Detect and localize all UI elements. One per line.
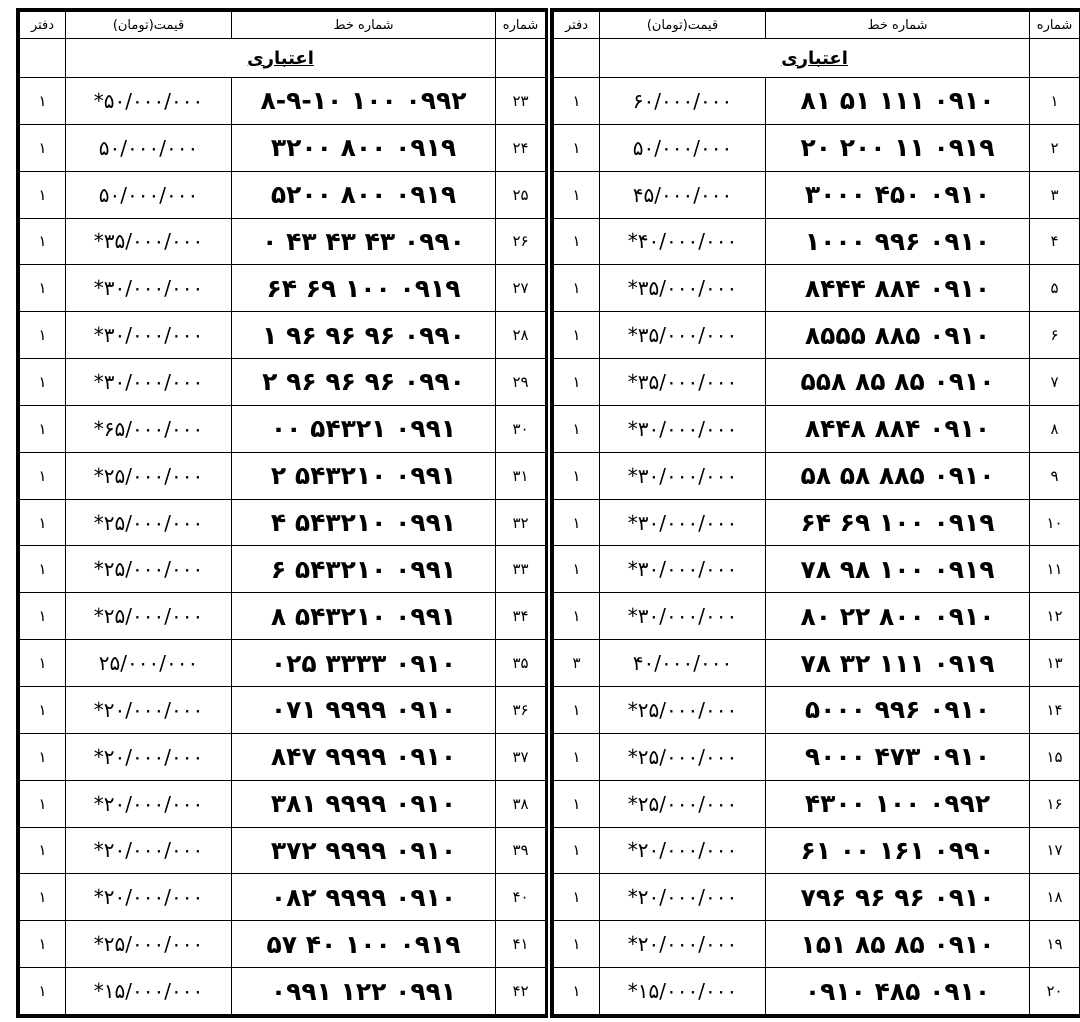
row-price: ۶۵/۰۰۰/۰۰۰* <box>66 405 232 452</box>
row-index: ۳ <box>1030 171 1080 218</box>
section-blank-cell <box>1030 39 1080 78</box>
row-index: ۱۸ <box>1030 874 1080 921</box>
header-index: شماره <box>496 12 546 39</box>
header-price: قیمت(تومان) <box>66 12 232 39</box>
row-index: ۱۱ <box>1030 546 1080 593</box>
row-price: ۳۰/۰۰۰/۰۰۰* <box>66 312 232 359</box>
left-price-table <box>19 11 546 1015</box>
phone-line-number: ۰۹۱۰ ۸۰۰ ۲۲ ۸۰ <box>766 593 1030 640</box>
row-book: ۱ <box>20 78 66 125</box>
phone-line-number: ۰۹۱۰ ۱۱۱ ۵۱ ۸۱ <box>766 78 1030 125</box>
row-index: ۲۵ <box>496 171 546 218</box>
row-index: ۳۵ <box>496 640 546 687</box>
row-price: ۳۰/۰۰۰/۰۰۰* <box>600 452 766 499</box>
row-price: ۲۰/۰۰۰/۰۰۰* <box>600 874 766 921</box>
header-index: شماره <box>1030 12 1080 39</box>
row-book: ۱ <box>554 171 600 218</box>
row-index: ۳۸ <box>496 780 546 827</box>
row-index: ۳۲ <box>496 499 546 546</box>
table-row <box>554 218 1080 265</box>
row-index: ۵ <box>1030 265 1080 312</box>
row-index: ۷ <box>1030 359 1080 406</box>
row-index: ۱۲ <box>1030 593 1080 640</box>
phone-line-number: ۰۹۱۰ ۹۹۹۹ ۰۸۲ <box>232 874 496 921</box>
left-panel <box>16 8 548 1018</box>
row-index: ۴۱ <box>496 921 546 968</box>
row-index: ۴۰ <box>496 874 546 921</box>
row-price: ۳۵/۰۰۰/۰۰۰* <box>66 218 232 265</box>
row-price: ۵۰/۰۰۰/۰۰۰ <box>600 124 766 171</box>
row-price: ۳۵/۰۰۰/۰۰۰* <box>600 312 766 359</box>
row-price: ۶۰/۰۰۰/۰۰۰ <box>600 78 766 125</box>
row-index: ۳۹ <box>496 827 546 874</box>
header-row <box>20 12 546 39</box>
row-index: ۴۲ <box>496 968 546 1015</box>
row-book: ۱ <box>20 546 66 593</box>
row-book: ۱ <box>554 733 600 780</box>
phone-line-number: ۰۹۹۱ ۵۴۳۲۱۰ ۶ <box>232 546 496 593</box>
row-index: ۳۶ <box>496 686 546 733</box>
row-book: ۱ <box>554 874 600 921</box>
phone-line-number: ۰۹۹۰ ۱۶۱ ۰۰ ۶۱ <box>766 827 1030 874</box>
phone-line-number: ۰۹۱۰ ۴۷۳ ۹۰۰۰ <box>766 733 1030 780</box>
table-row <box>554 874 1080 921</box>
row-index: ۴ <box>1030 218 1080 265</box>
section-row <box>554 39 1080 78</box>
row-book: ۱ <box>20 827 66 874</box>
row-index: ۱ <box>1030 78 1080 125</box>
row-price: ۴۰/۰۰۰/۰۰۰ <box>600 640 766 687</box>
phone-line-number: ۰۹۹۰ ۹۶ ۹۶ ۹۶ ۱ <box>232 312 496 359</box>
row-price: ۳۵/۰۰۰/۰۰۰* <box>600 359 766 406</box>
row-book: ۱ <box>20 686 66 733</box>
row-book: ۱ <box>554 265 600 312</box>
table-row <box>20 874 546 921</box>
row-index: ۱۴ <box>1030 686 1080 733</box>
row-price: ۲۵/۰۰۰/۰۰۰* <box>600 686 766 733</box>
row-book: ۱ <box>554 780 600 827</box>
table-row <box>554 546 1080 593</box>
phone-line-number: ۰۹۱۹ ۱۰۰ ۹۸ ۷۸ <box>766 546 1030 593</box>
right-table-body <box>554 78 1080 1015</box>
table-row <box>20 265 546 312</box>
table-row <box>20 921 546 968</box>
row-book: ۱ <box>554 499 600 546</box>
row-index: ۱۵ <box>1030 733 1080 780</box>
row-book: ۳ <box>554 640 600 687</box>
row-index: ۳۴ <box>496 593 546 640</box>
row-price: ۲۵/۰۰۰/۰۰۰* <box>600 733 766 780</box>
row-price: ۲۵/۰۰۰/۰۰۰* <box>66 546 232 593</box>
section-title: اعتباری <box>66 39 496 78</box>
phone-line-number: ۰۹۹۰ ۴۳ ۴۳ ۴۳ ۰ <box>232 218 496 265</box>
header-row <box>554 12 1080 39</box>
table-row <box>554 78 1080 125</box>
table-row <box>554 171 1080 218</box>
row-index: ۱۳ <box>1030 640 1080 687</box>
table-row <box>20 733 546 780</box>
row-index: ۲۸ <box>496 312 546 359</box>
phone-line-number: ۰۹۱۹ ۸۰۰ ۳۲۰۰ <box>232 124 496 171</box>
row-book: ۱ <box>20 733 66 780</box>
phone-line-number: ۰۹۹۱ ۵۴۳۲۱۰ ۲ <box>232 452 496 499</box>
table-row <box>554 640 1080 687</box>
table-row <box>554 452 1080 499</box>
row-index: ۱۷ <box>1030 827 1080 874</box>
row-price: ۱۵/۰۰۰/۰۰۰* <box>66 968 232 1015</box>
phone-line-number: ۰۹۱۰ ۹۹۹۹ ۳۸۱ <box>232 780 496 827</box>
row-index: ۶ <box>1030 312 1080 359</box>
row-book: ۱ <box>20 452 66 499</box>
table-row <box>554 499 1080 546</box>
phone-line-number: ۰۹۱۰ ۴۵۰ ۳۰۰۰ <box>766 171 1030 218</box>
table-row <box>554 921 1080 968</box>
header-book: دفتر <box>554 12 600 39</box>
row-index: ۳۰ <box>496 405 546 452</box>
row-book: ۱ <box>20 312 66 359</box>
row-book: ۱ <box>20 499 66 546</box>
row-price: ۴۵/۰۰۰/۰۰۰ <box>600 171 766 218</box>
row-index: ۱۹ <box>1030 921 1080 968</box>
row-book: ۱ <box>20 171 66 218</box>
row-price: ۵۰/۰۰۰/۰۰۰* <box>66 78 232 125</box>
row-price: ۳۰/۰۰۰/۰۰۰* <box>600 546 766 593</box>
row-price: ۲۰/۰۰۰/۰۰۰* <box>66 780 232 827</box>
header-line: شماره خط <box>766 12 1030 39</box>
phone-line-number: ۰۹۹۱ ۱۲۲ ۰۹۹۱ <box>232 968 496 1015</box>
right-panel <box>550 8 1080 1018</box>
table-row <box>20 640 546 687</box>
phone-line-number: ۰۹۱۰ ۴۸۵ ۰۹۱۰ <box>766 968 1030 1015</box>
row-price: ۵۰/۰۰۰/۰۰۰ <box>66 171 232 218</box>
row-book: ۱ <box>554 312 600 359</box>
row-book: ۱ <box>20 218 66 265</box>
table-row <box>20 968 546 1015</box>
row-price: ۲۰/۰۰۰/۰۰۰* <box>66 827 232 874</box>
row-price: ۲۰/۰۰۰/۰۰۰* <box>600 921 766 968</box>
row-index: ۲ <box>1030 124 1080 171</box>
phone-line-number: ۰۹۱۰ ۸۵ ۸۵ ۱۵۱ <box>766 921 1030 968</box>
table-row <box>20 686 546 733</box>
phone-line-number: ۰۹۹۰ ۹۶ ۹۶ ۹۶ ۲ <box>232 359 496 406</box>
row-index: ۲۳ <box>496 78 546 125</box>
row-index: ۲۶ <box>496 218 546 265</box>
row-price: ۳۰/۰۰۰/۰۰۰* <box>600 405 766 452</box>
section-blank-cell <box>496 39 546 78</box>
row-price: ۴۰/۰۰۰/۰۰۰* <box>600 218 766 265</box>
phone-line-number: ۰۹۱۰ ۹۹۹۹ ۸۴۷ <box>232 733 496 780</box>
section-blank-cell <box>20 39 66 78</box>
row-book: ۱ <box>20 968 66 1015</box>
table-row <box>554 827 1080 874</box>
table-row <box>20 218 546 265</box>
row-book: ۱ <box>20 640 66 687</box>
row-book: ۱ <box>554 218 600 265</box>
header-price: قیمت(تومان) <box>600 12 766 39</box>
row-price: ۲۵/۰۰۰/۰۰۰* <box>66 452 232 499</box>
phone-line-number: ۰۹۱۰ ۸۸۴ ۸۴۴۸ <box>766 405 1030 452</box>
phone-line-number: ۰۹۱۰ ۸۸۵ ۵۸ ۵۸ <box>766 452 1030 499</box>
row-index: ۲۰ <box>1030 968 1080 1015</box>
table-row <box>554 733 1080 780</box>
row-book: ۱ <box>20 780 66 827</box>
row-book: ۱ <box>554 968 600 1015</box>
row-book: ۱ <box>20 359 66 406</box>
table-row <box>554 312 1080 359</box>
phone-line-number: ۰۹۹۱ ۵۴۳۲۱ ۰۰ <box>232 405 496 452</box>
row-price: ۲۰/۰۰۰/۰۰۰* <box>600 827 766 874</box>
phone-line-number: ۰۹۱۹ ۱۰۰ ۶۹ ۶۴ <box>232 265 496 312</box>
row-price: ۲۵/۰۰۰/۰۰۰* <box>600 780 766 827</box>
row-book: ۱ <box>20 124 66 171</box>
row-index: ۱۶ <box>1030 780 1080 827</box>
row-price: ۵۰/۰۰۰/۰۰۰ <box>66 124 232 171</box>
row-book: ۱ <box>554 921 600 968</box>
row-index: ۲۹ <box>496 359 546 406</box>
row-price: ۲۰/۰۰۰/۰۰۰* <box>66 733 232 780</box>
phone-line-number: ۰۹۱۰ ۸۵ ۸۵ ۵۵۸ <box>766 359 1030 406</box>
table-row <box>554 405 1080 452</box>
row-book: ۱ <box>20 874 66 921</box>
table-row <box>20 780 546 827</box>
row-index: ۳۳ <box>496 546 546 593</box>
row-book: ۱ <box>554 78 600 125</box>
row-price: ۳۰/۰۰۰/۰۰۰* <box>66 359 232 406</box>
row-index: ۳۱ <box>496 452 546 499</box>
phone-line-number: ۰۹۱۹ ۸۰۰ ۵۲۰۰ <box>232 171 496 218</box>
row-book: ۱ <box>554 686 600 733</box>
row-index: ۳۷ <box>496 733 546 780</box>
table-row <box>20 593 546 640</box>
section-title: اعتباری <box>600 39 1030 78</box>
table-row <box>20 499 546 546</box>
table-row <box>20 124 546 171</box>
table-row <box>20 78 546 125</box>
row-price: ۳۰/۰۰۰/۰۰۰* <box>600 593 766 640</box>
phone-line-number: ۰۹۱۹ ۱۱۱ ۳۲ ۷۸ <box>766 640 1030 687</box>
table-row <box>20 312 546 359</box>
table-row <box>554 265 1080 312</box>
table-row <box>554 593 1080 640</box>
row-price: ۳۰/۰۰۰/۰۰۰* <box>66 265 232 312</box>
table-row <box>554 968 1080 1015</box>
phone-line-number: ۰۹۹۲ ۱۰۰ ۴۳۰۰ <box>766 780 1030 827</box>
row-book: ۱ <box>20 405 66 452</box>
header-book: دفتر <box>20 12 66 39</box>
phone-line-number: ۰۹۱۹ ۱۰۰ ۴۰ ۵۷ <box>232 921 496 968</box>
row-price: ۲۵/۰۰۰/۰۰۰* <box>66 921 232 968</box>
phone-line-number: ۰۹۱۰ ۹۶ ۹۶ ۷۹۶ <box>766 874 1030 921</box>
row-index: ۱۰ <box>1030 499 1080 546</box>
phone-line-number: ۰۹۱۰ ۳۳۳۳ ۰۲۵ <box>232 640 496 687</box>
row-book: ۱ <box>554 827 600 874</box>
row-book: ۱ <box>554 359 600 406</box>
phone-line-number: ۰۹۹۱ ۵۴۳۲۱۰ ۸ <box>232 593 496 640</box>
table-row <box>554 686 1080 733</box>
row-book: ۱ <box>20 593 66 640</box>
phone-line-number: ۰۹۱۰ ۸۸۵ ۸۵۵۵ <box>766 312 1030 359</box>
row-index: ۲۷ <box>496 265 546 312</box>
table-row <box>20 405 546 452</box>
row-index: ۸ <box>1030 405 1080 452</box>
table-row <box>554 780 1080 827</box>
table-row <box>554 124 1080 171</box>
header-line: شماره خط <box>232 12 496 39</box>
phone-line-number: ۰۹۱۰ ۹۹۹۹ ۰۷۱ <box>232 686 496 733</box>
row-price: ۲۵/۰۰۰/۰۰۰* <box>66 593 232 640</box>
table-row <box>20 171 546 218</box>
table-row <box>554 359 1080 406</box>
phone-line-number: ۰۹۱۰ ۹۹۶ ۱۰۰۰ <box>766 218 1030 265</box>
row-book: ۱ <box>20 265 66 312</box>
row-price: ۲۵/۰۰۰/۰۰۰ <box>66 640 232 687</box>
right-price-table <box>553 11 1080 1015</box>
phone-line-number: ۰۹۱۰ ۹۹۹۹ ۳۷۲ <box>232 827 496 874</box>
table-row <box>20 827 546 874</box>
row-book: ۱ <box>554 124 600 171</box>
phone-line-number: ۰۹۱۰ ۹۹۶ ۵۰۰۰ <box>766 686 1030 733</box>
row-price: ۲۰/۰۰۰/۰۰۰* <box>66 874 232 921</box>
row-book: ۱ <box>20 921 66 968</box>
section-row <box>20 39 546 78</box>
row-index: ۹ <box>1030 452 1080 499</box>
row-book: ۱ <box>554 452 600 499</box>
row-price: ۱۵/۰۰۰/۰۰۰* <box>600 968 766 1015</box>
phone-line-number: ۰۹۱۹ ۱۰۰ ۶۹ ۶۴ <box>766 499 1030 546</box>
row-book: ۱ <box>554 405 600 452</box>
row-price: ۲۰/۰۰۰/۰۰۰* <box>66 686 232 733</box>
section-blank-cell <box>554 39 600 78</box>
row-price: ۳۵/۰۰۰/۰۰۰* <box>600 265 766 312</box>
phone-line-number: ۰۹۹۱ ۵۴۳۲۱۰ ۴ <box>232 499 496 546</box>
table-row <box>20 359 546 406</box>
row-index: ۲۴ <box>496 124 546 171</box>
left-table-body <box>20 78 546 1015</box>
row-book: ۱ <box>554 546 600 593</box>
row-price: ۲۵/۰۰۰/۰۰۰* <box>66 499 232 546</box>
table-row <box>20 452 546 499</box>
phone-line-number: ۰۹۱۹ ۱۱ ۲۰۰ ۲۰ <box>766 124 1030 171</box>
phone-line-number: ۰۹۱۰ ۸۸۴ ۸۴۴۴ <box>766 265 1030 312</box>
phone-line-number: ۰۹۹۲ ۱۰۰ ۸-۹-۱۰ <box>232 78 496 125</box>
row-book: ۱ <box>554 593 600 640</box>
row-price: ۳۰/۰۰۰/۰۰۰* <box>600 499 766 546</box>
table-row <box>20 546 546 593</box>
